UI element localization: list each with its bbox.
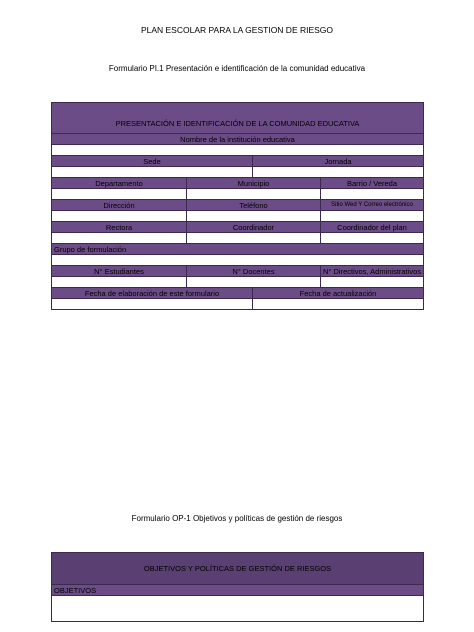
departamento-field[interactable] (52, 189, 186, 199)
departamento-label: Departamento (52, 178, 186, 188)
document-title: PLAN ESCOLAR PARA LA GESTION DE RIESGO (140, 25, 334, 35)
estudiantes-field[interactable] (52, 277, 186, 287)
directivos-field[interactable] (320, 277, 423, 287)
direccion-field[interactable] (52, 211, 186, 221)
rectora-label: Rectora (52, 222, 186, 232)
form-op1-table (51, 552, 424, 622)
telefono-label: Teléfono (186, 200, 320, 210)
rectora-field[interactable] (52, 233, 186, 243)
telefono-field[interactable] (186, 211, 320, 221)
barrio-vereda-label: Barrio / Vereda (320, 178, 423, 188)
form-op1-title: Formulario OP-1 Objetivos y políticas de gestión de riesgos (131, 514, 343, 523)
fecha-elaboracion-field[interactable] (52, 299, 252, 309)
coordinador-field[interactable] (186, 233, 320, 243)
sitio-web-correo-field[interactable] (320, 211, 423, 221)
sitio-web-correo-label: Sitio Wed Y Correo electrónico (320, 200, 423, 210)
jornada-label: Jornada (252, 156, 423, 166)
fecha-elaboracion-label: Fecha de elaboración de este formulario (52, 288, 252, 298)
coordinador-label: Coordinador (186, 222, 320, 232)
docentes-field[interactable] (186, 277, 320, 287)
fecha-actualizacion-field[interactable] (252, 299, 423, 309)
estudiantes-label: N° Estudiantes (52, 266, 186, 276)
barrio-vereda-field[interactable] (320, 189, 423, 199)
institution-name-label: Nombre de la institución educativa (52, 134, 423, 144)
objetivos-field[interactable] (52, 596, 423, 621)
form-pi1-header: PRESENTACIÓN E IDENTIFICACIÓN DE LA COMUNIDAD EDUCATIVA (52, 103, 423, 133)
docentes-label: N° Docentes (186, 266, 320, 276)
sede-field[interactable] (52, 167, 252, 177)
grupo-formulacion-label: Grupo de formulación (52, 244, 423, 254)
direccion-label: Dirección (52, 200, 186, 210)
institution-name-field[interactable] (52, 145, 423, 155)
sede-label: Sede (52, 156, 252, 166)
objetivos-label: OBJETIVOS (52, 585, 423, 595)
form-pi1-table (51, 102, 424, 310)
jornada-field[interactable] (252, 167, 423, 177)
form-pi1-title: Formulario PI.1 Presentación e identificación de la comunidad educativa (108, 64, 366, 73)
municipio-label: Municipio (186, 178, 320, 188)
grupo-formulacion-field[interactable] (52, 255, 423, 265)
municipio-field[interactable] (186, 189, 320, 199)
coordinador-plan-field[interactable] (320, 233, 423, 243)
directivos-label: N° Directivos, Administrativos (320, 266, 423, 276)
fecha-actualizacion-label: Fecha de actualización (252, 288, 423, 298)
coordinador-plan-label: Coordinador del plan (320, 222, 423, 232)
form-op1-header: OBJETIVOS Y POLÍTICAS DE GESTIÓN DE RIESGOS (52, 553, 423, 584)
